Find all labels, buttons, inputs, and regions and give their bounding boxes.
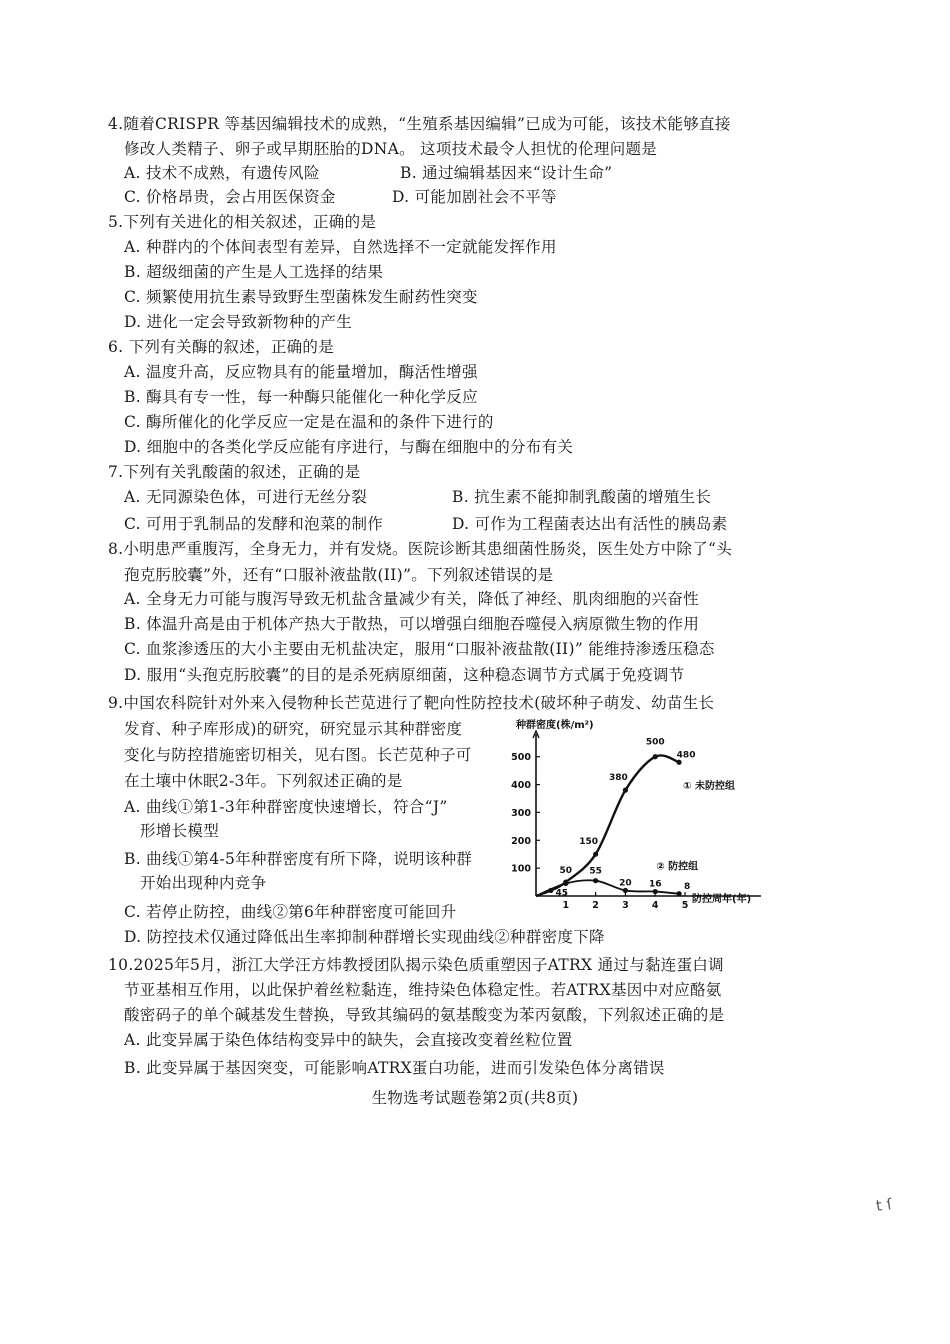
q10-stem-line1: 10.2025年5月，浙江大学汪方炜教授团队揭示染色质重塑因子ATRX 通过与黏连蛋白调 (108, 956, 724, 974)
legend-label-1: ① 未防控组 (683, 780, 735, 792)
x-tick-label: 5 (681, 900, 689, 911)
q7-option-a: A. 无同源染色体，可进行无丝分裂 (124, 488, 368, 506)
data-label-2: 45 (555, 888, 569, 899)
data-point-2 (593, 878, 598, 883)
page-footer: 生物选考试题卷第2页(共8页) (371, 1089, 579, 1107)
q8-option-d: D. 服用“头孢克肟胶囊”的目的是杀死病原细菌，这种稳态调节方式属于免疫调节 (124, 666, 685, 684)
y-tick-label: 500 (511, 752, 531, 764)
y-tick-label: 200 (511, 835, 531, 847)
q9-option-d: D. 防控技术仅通过降低出生率抑制种群增长实现曲线②种群密度下降 (124, 928, 605, 946)
chart-xlabel: 防控周年(年) (692, 894, 752, 905)
q9-option-b-line1: B. 曲线①第4-5年种群密度有所下降，说明该种群 (124, 850, 473, 868)
data-label-1: 380 (609, 773, 628, 784)
q8-stem-line2: 孢克肟胶囊”外，还有“口服补液盐散(II)”。下列叙述错误的是 (124, 566, 554, 584)
data-point-2 (676, 891, 681, 896)
data-point-1 (653, 754, 658, 759)
q4-stem-line1: 4.随着CRISPR 等基因编辑技术的成熟，“生殖系基因编辑”已成为可能，该技术能够直接 (108, 115, 731, 133)
q9-stem-line4: 在土壤中休眠2-3年。下列叙述正确的是 (124, 772, 403, 790)
q6-option-d: D. 细胞中的各类化学反应能有序进行，与酶在细胞中的分布有关 (124, 438, 574, 456)
q4-option-d: D. 可能加剧社会不平等 (392, 188, 557, 206)
q7-option-b: B. 抗生素不能抑制乳酸菌的增殖生长 (452, 488, 712, 506)
q4-option-c: C. 价格昂贵，会占用医保资金 (124, 188, 336, 206)
chart-series (536, 738, 735, 899)
q5-option-c: C. 频繁使用抗生素导致野生型菌株发生耐药性突变 (124, 288, 478, 306)
data-label-1: 480 (676, 750, 696, 761)
data-label-1: 500 (645, 737, 665, 748)
data-point-2 (623, 888, 628, 893)
data-point-1 (593, 852, 598, 857)
q5-option-b: B. 超级细菌的产生是人工选择的结果 (124, 263, 384, 281)
data-point-1 (676, 760, 681, 765)
q9-stem-line2: 发育、种子库形成)的研究，研究显示其种群密度 (124, 720, 463, 738)
q9-option-b-line2: 开始出现种内竞争 (140, 874, 267, 892)
q5-option-a: A. 种群内的个体间表型有差异，自然选择不一定就能发挥作用 (124, 238, 557, 256)
q9-stem-line3: 变化与防控措施密切相关，见右图。长芒苋种子可 (124, 746, 472, 764)
q7-option-d: D. 可作为工程菌表达出有活性的胰岛素 (452, 515, 728, 533)
q9-stem-line1: 9.中国农科院针对外来入侵物种长芒苋进行了靶向性防控技术(破坏种子萌发、幼苗生长 (108, 694, 715, 712)
data-label-1: 50 (559, 866, 573, 877)
data-label-2: 16 (648, 879, 662, 890)
y-tick-label: 400 (511, 780, 531, 792)
chart-ylabel: 种群密度(株/m²) (516, 720, 594, 731)
q8-option-c: C. 血浆渗透压的大小主要由无机盐决定，服用“口服补液盐散(II)” 能维持渗透压稳态 (124, 640, 715, 658)
q5-option-d: D. 进化一定会导致新物种的产生 (124, 313, 353, 331)
q9-option-c: C. 若停止防控，曲线②第6年种群密度可能回升 (124, 903, 457, 921)
x-tick-label: 4 (651, 900, 659, 911)
q4-option-a: A. 技术不成熟，有遗传风险 (124, 164, 320, 182)
y-tick-label: 300 (511, 807, 531, 819)
q5-stem: 5.下列有关进化的相关叙述，正确的是 (108, 213, 377, 231)
y-tick-label: 100 (511, 863, 531, 875)
q8-stem-line1: 8.小明患严重腹泻，全身无力，并有发烧。医院诊断其患细菌性肠炎，医生处方中除了“头 (108, 540, 733, 558)
data-point-2 (653, 889, 658, 894)
q6-stem: 6. 下列有关酶的叙述，正确的是 (108, 338, 335, 356)
q10-option-b: B. 此变异属于基因突变，可能影响ATRX蛋白功能，进而引发染色体分离错误 (124, 1059, 665, 1077)
data-label-2: 8 (683, 881, 691, 892)
x-tick-label: 3 (622, 900, 629, 911)
q9-option-a-line1: A. 曲线①第1-3年种群密度快速增长，符合“J” (124, 798, 448, 816)
q9-option-a-line2: 形增长模型 (140, 822, 220, 840)
data-label-1: 150 (579, 837, 599, 848)
q10-stem-line3: 酸密码子的单个碱基发生替换，导致其编码的氨基酸变为苯丙氨酸，下列叙述正确的是 (124, 1006, 725, 1024)
data-label-2: 55 (589, 866, 602, 877)
q6-option-c: C. 酶所催化的化学反应一定是在温和的条件下进行的 (124, 413, 494, 431)
q7-option-c: C. 可用于乳制品的发酵和泡菜的制作 (124, 515, 384, 533)
population-density-chart (500, 712, 770, 912)
legend-label-2: ② 防控组 (656, 861, 699, 873)
x-tick-label: 2 (592, 900, 599, 911)
series-line-1 (536, 755, 679, 899)
q10-option-a: A. 此变异属于染色体结构变异中的缺失，会直接改变着丝粒位置 (124, 1031, 573, 1049)
q4-stem-line2: 修改人类精子、卵子或早期胚胎的DNA。 这项技术最令人担忧的伦理问题是 (124, 140, 658, 158)
x-tick-label: 1 (562, 900, 570, 911)
q4-option-b: B. 通过编辑基因来“设计生命” (400, 164, 613, 182)
data-point-1 (623, 788, 628, 793)
data-label-2: 20 (619, 878, 632, 889)
q8-option-a: A. 全身无力可能与腹泻导致无机盐含量减少有关，降低了神经、肌肉细胞的兴奋性 (124, 590, 699, 608)
corner-scribble: t ſ (874, 1194, 894, 1216)
q6-option-b: B. 酶具有专一性，每一种酶只能催化一种化学反应 (124, 388, 478, 406)
q8-option-b: B. 体温升高是由于机体产热大于散热，可以增强白细胞吞噬侵入病原微生物的作用 (124, 615, 700, 633)
data-point-2 (563, 881, 568, 886)
q7-stem: 7.下列有关乳酸菌的叙述，正确的是 (108, 463, 361, 481)
q10-stem-line2: 节亚基相互作用，以此保护着丝粒黏连，维持染色体稳定性。若ATRX基因中对应酪氨 (124, 981, 722, 999)
q6-option-a: A. 温度升高，反应物具有的能量增加，酶活性增强 (124, 363, 478, 381)
